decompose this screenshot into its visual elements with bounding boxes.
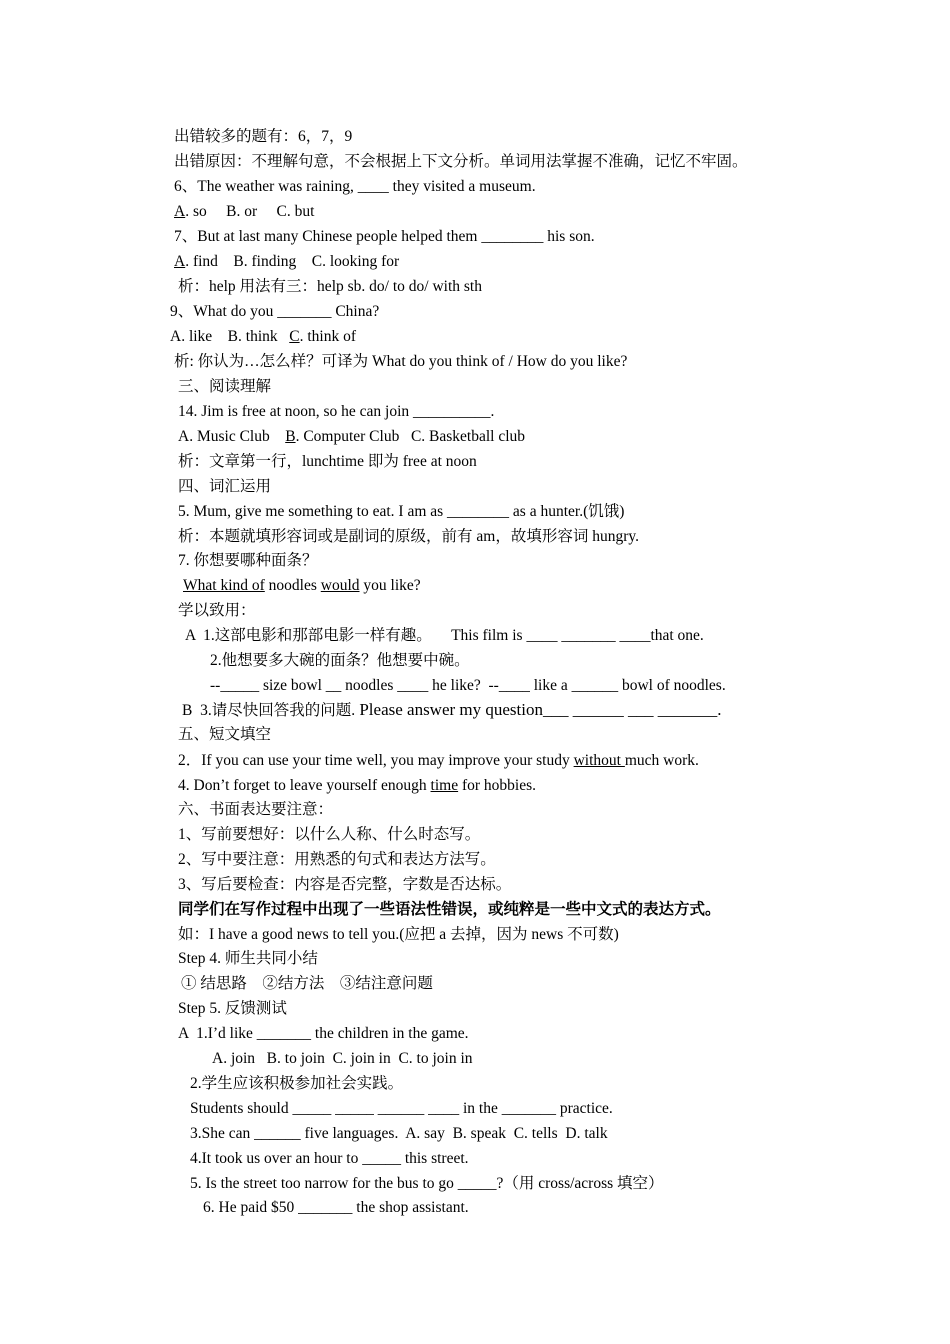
writing-example: 如：I have a good news to tell you.(应把 a 去掉，因为 news 不可数) bbox=[178, 926, 619, 943]
analysis-think-of: 析: 你认为…怎么样？可译为 What do you think of / How do you like? bbox=[174, 353, 628, 370]
test-question-2: 2.学生应该积极参加社会实践。 bbox=[190, 1075, 404, 1092]
error-reason-line: 出错原因：不理解句意，不会根据上下文分析。单词用法掌握不准确，记忆不牢固。 bbox=[174, 153, 748, 170]
question-6-options: A. so B. or C. but bbox=[174, 203, 315, 220]
analysis-help: 析：help 用法有三：help sb. do/ to do/ with sth bbox=[178, 278, 482, 295]
vocab-question-5: 5. Mum, give me something to eat. I am as ________ as a hunter.(饥饿) bbox=[178, 503, 625, 520]
cloze-4: 4. Don’t forget to leave yourself enough time for hobbies. bbox=[178, 777, 537, 794]
section-writing: 六、书面表达要注意： bbox=[178, 801, 334, 818]
test-question-2-blanks: Students should _____ _____ ______ ____ in the _______ practice. bbox=[190, 1100, 613, 1117]
question-9-options: A. like B. think C. think of bbox=[170, 328, 357, 345]
analysis-vocab: 析：本题就填形容词或是副词的原级，前有 am，故填形容词 hungry. bbox=[178, 528, 639, 545]
test-question-6: 6. He paid $50 _______ the shop assistant. bbox=[203, 1199, 469, 1216]
question-9: 9、What do you _______ China? bbox=[170, 303, 380, 320]
error-questions-line: 出错较多的题有：6，7，9 bbox=[174, 128, 353, 145]
test-question-1: A 1.I’d like _______ the children in the game. bbox=[178, 1025, 469, 1042]
apply-a-2-blanks: --_____ size bowl __ noodles ____ he like? --____ like a ______ bowl of noodles. bbox=[210, 677, 726, 694]
writing-tip-3: 3、写后要检查：内容是否完整，字数是否达标。 bbox=[178, 876, 512, 893]
question-7: 7、But at last many Chinese people helped them ________ his son. bbox=[174, 228, 595, 245]
writing-tip-1: 1、写前要想好：以什么人称、什么时态写。 bbox=[178, 826, 481, 843]
question-14-options: A. Music Club B. Computer Club C. Basketball club bbox=[178, 428, 526, 445]
question-14: 14. Jim is free at noon, so he can join __________. bbox=[178, 403, 495, 420]
answer-mark: C bbox=[289, 328, 300, 345]
section-vocabulary: 四、词汇运用 bbox=[178, 478, 272, 495]
test-question-3: 3.She can ______ five languages. A. say B. speak C. tells D. talk bbox=[190, 1125, 608, 1142]
section-cloze: 五、短文填空 bbox=[178, 726, 272, 743]
analysis-reading: 析：文章第一行，lunchtime 即为 free at noon bbox=[178, 453, 477, 470]
step-4-summary: ① 结思路 ②结方法 ③结注意问题 bbox=[181, 975, 433, 992]
writing-tip-2: 2、写中要注意：用熟悉的句式和表达方法写。 bbox=[178, 851, 496, 868]
test-question-5: 5. Is the street too narrow for the bus to go _____?（用 cross/across 填空） bbox=[190, 1175, 664, 1192]
section-apply: 学以致用： bbox=[178, 602, 256, 619]
question-7-options: A. find B. finding C. looking for bbox=[174, 253, 400, 270]
cloze-2: 2．If you can use your time well, you may improve your study without much work. bbox=[178, 752, 699, 769]
answer-mark: B bbox=[285, 428, 296, 445]
apply-a-1: A 1.这部电影和那部电影一样有趣。 This film is ____ _______ ____that one. bbox=[185, 627, 704, 644]
step-4-heading: Step 4. 师生共同小结 bbox=[178, 950, 318, 967]
step-5-heading: Step 5. 反馈测试 bbox=[178, 1000, 287, 1017]
answer-mark: A bbox=[174, 203, 186, 220]
vocab-question-7: 7. 你想要哪种面条？ bbox=[178, 552, 318, 569]
test-question-1-options: A. join B. to join C. join in C. to join in bbox=[212, 1050, 473, 1067]
answer-mark: A bbox=[174, 253, 186, 270]
writing-note-bold: 同学们在写作过程中出现了一些语法性错误，或纯粹是一些中文式的表达方式。 bbox=[178, 901, 721, 918]
vocab-answer-7: What kind of noodles would you like? bbox=[183, 577, 421, 594]
apply-a-2: 2.他想要多大碗的面条？他想要中碗。 bbox=[210, 652, 470, 669]
test-question-4: 4.It took us over an hour to _____ this street. bbox=[190, 1150, 469, 1167]
section-reading: 三、阅读理解 bbox=[178, 378, 272, 395]
question-6: 6、The weather was raining, ____ they visited a museum. bbox=[174, 178, 536, 195]
apply-b-3: B 3.请尽快回答我的问题. Please answer my question___ ______ ___ _______. bbox=[182, 700, 722, 719]
